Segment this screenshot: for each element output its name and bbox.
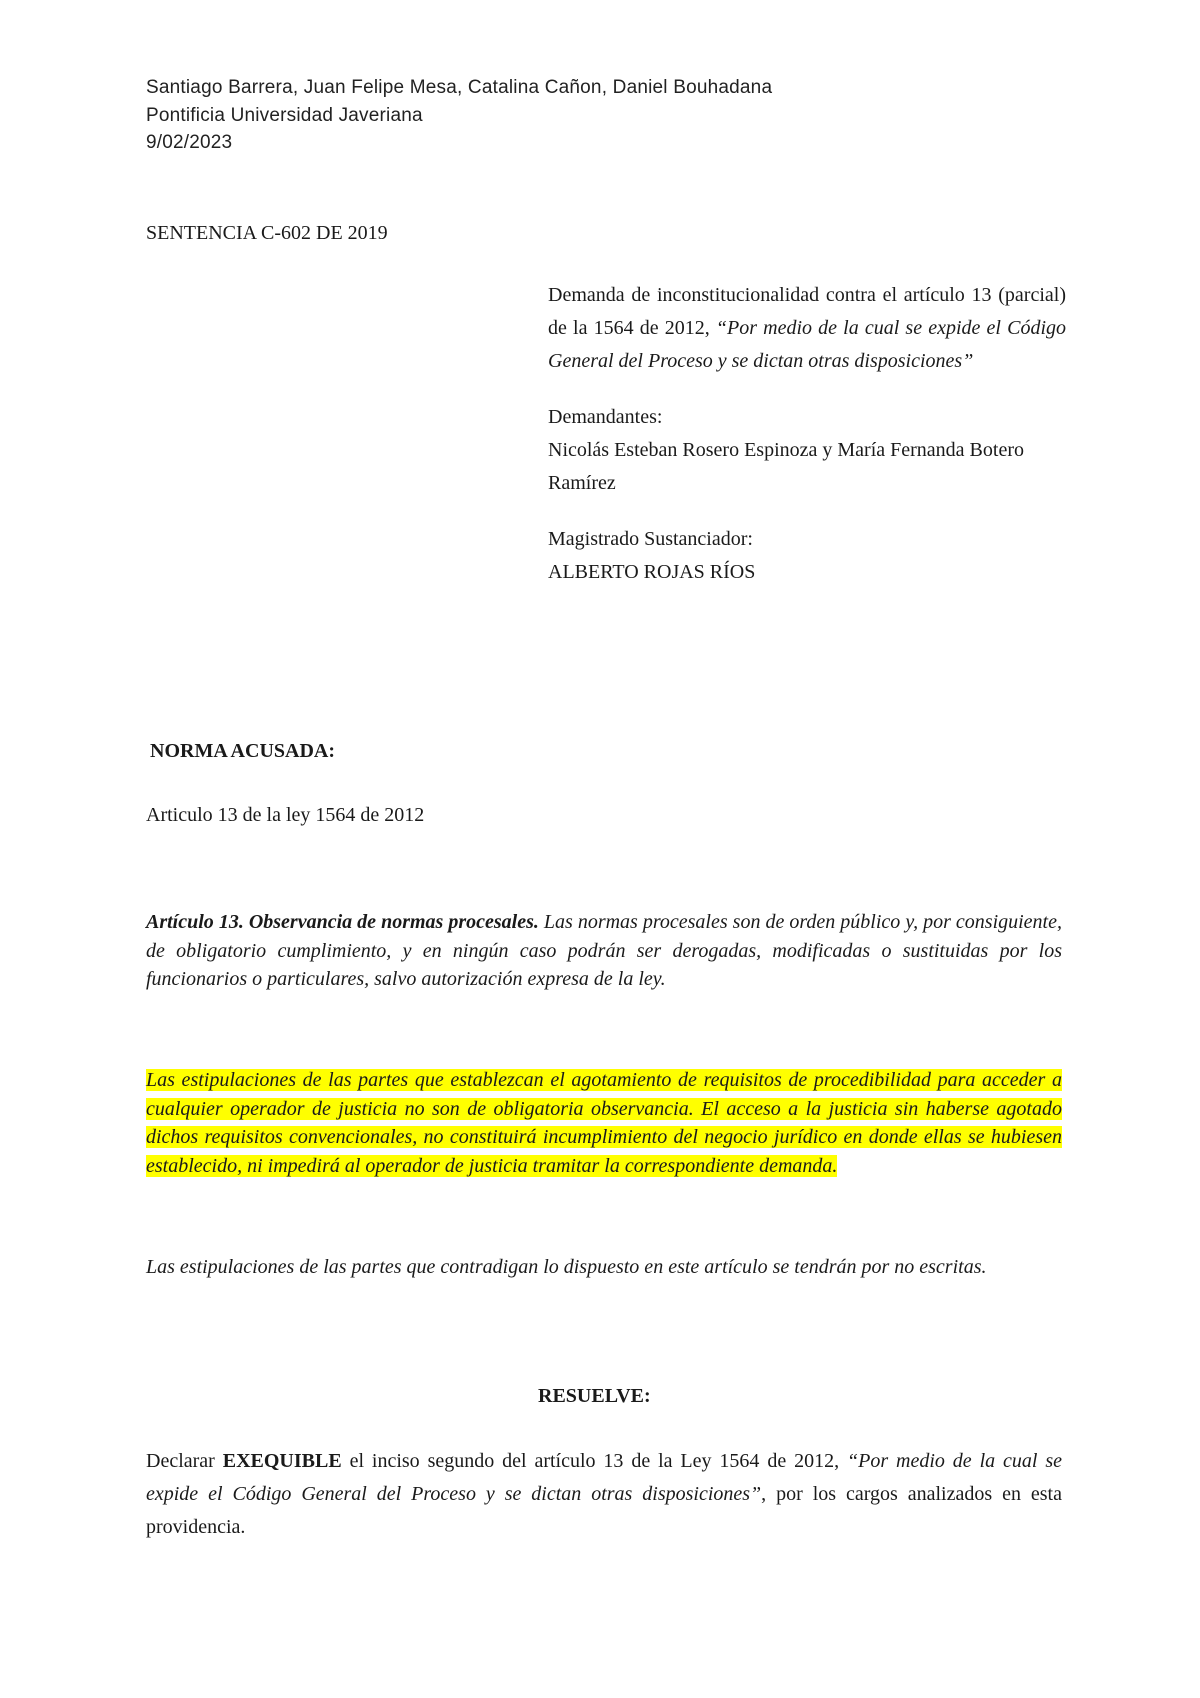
articulo-paragraph-1 (146, 908, 1062, 994)
magistrado-name: ALBERTO ROJAS RÍOS (548, 561, 756, 583)
institution-line: Pontificia Universidad Javeriana (146, 104, 423, 126)
magistrado-label: Magistrado Sustanciador: (548, 528, 753, 550)
demandantes-names: Nicolás Esteban Rosero Espinoza y María Fernanda Botero Ramírez (548, 439, 1024, 494)
norma-reference: Articulo 13 de la ley 1564 de 2012 (146, 804, 425, 826)
case-summary (548, 279, 1066, 589)
resuelve-exequible: EXEQUIBLE (222, 1450, 342, 1472)
demanda-quote: “Por medio de la cual se expide el Código General del Proceso y se dictan otras disposiciones” (548, 317, 1067, 372)
resuelve-declarar: Declarar (146, 1450, 223, 1472)
demandantes-block (548, 401, 1066, 500)
document-header (146, 74, 772, 157)
document-title: SENTENCIA C-602 DE 2019 (146, 222, 388, 244)
highlighted-text: Las estipulaciones de las partes que establezcan el agotamiento de requisitos de procedibilidad para acceder a cualquier operador de justicia no son de obligatoria observancia. El acceso a la justicia sin haberse agotado dichos requisitos convencionales, no constituirá incumplimiento del negocio jurídico en donde ellas se hubiesen establecido, ni impedirá al operador de justicia tramitar la correspondiente demanda. (146, 1069, 1062, 1177)
magistrado-block (548, 523, 1066, 589)
demandantes-label: Demandantes: (548, 406, 663, 428)
authors-line: Santiago Barrera, Juan Felipe Mesa, Catalina Cañon, Daniel Bouhadana (146, 77, 773, 98)
articulo-title: Artículo 13. Observancia de normas procesales. (146, 911, 539, 933)
demanda-description (548, 279, 1066, 378)
norma-acusada-heading: NORMA ACUSADA: (150, 740, 335, 762)
articulo-paragraph-1-text: Las normas procesales son de orden público y, por consiguiente, de obligatorio cumplimiento, y en ningún caso podrán ser derogadas, modificadas o sustituidas por los funcionarios o particulares, salvo autorización expresa de la ley. (146, 911, 1062, 990)
resuelve-heading: RESUELVE: (538, 1385, 651, 1407)
resuelve-middle: el inciso segundo del artículo 13 de la Ley 1564 de 2012, (341, 1450, 847, 1472)
demanda-text: Demanda de inconstitucionalidad contra el artículo 13 (parcial) de la 1564 de 2012, (548, 284, 1066, 339)
articulo-paragraph-2 (146, 1066, 1062, 1180)
date-line: 9/02/2023 (146, 132, 233, 153)
articulo-paragraph-3: Las estipulaciones de las partes que contradigan lo dispuesto en este artículo se tendrán por no escritas. (146, 1256, 987, 1278)
resuelve-end: , por los cargos analizados en esta providencia. (146, 1483, 1062, 1538)
resuelve-quote: “Por medio de la cual se expide el Código General del Proceso y se dictan otras disposiciones” (146, 1450, 1063, 1505)
resuelve-text (146, 1445, 1062, 1544)
